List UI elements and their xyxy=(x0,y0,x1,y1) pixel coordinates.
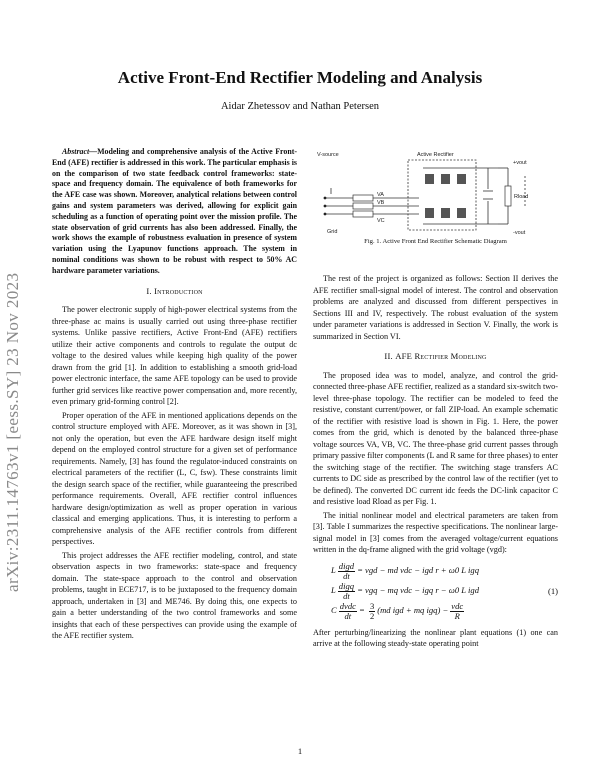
figure-caption: Fig. 1. Active Front End Rectifier Schematic Diagram xyxy=(364,238,507,245)
equation-row: L $\frac{\text{digq}}{dt}$ = vgq − mq vdc − igq r − ω0 L igd xyxy=(331,580,480,601)
modeling-paragraph: The proposed idea was to model, analyze, and control the grid-connected three-phase AFE rectifier, realized as a standard six-switch two-level three-phase topology. The rectifier can be modeled to feed the resistive, constant current/power, or fall ZIP-load. An example schematic of the rectifier with resistive load is shown in Fig. 1. Here, the power comes from the grid, which is denoted by the balanced three-phase voltage sources VA, VB, VC. The three-phase grid current passes through primary passive filter components (L and R same for three phases) to enter the switching stage of the rectifier. The switching stage transfers AC currents to DC side as prescribed by the control law of the rectifier (yet to be defined). The converted DC current idc feeds the DC-link capacitor C and resistive load Rload as per Fig. 1. xyxy=(313,370,558,506)
intro-paragraph: This project addresses the AFE rectifier modeling, control, and state observation aspects in two frameworks: state-space and frequency domain. The state-space approach to the control and observation problems, taught in ECE717, is to be juxtaposed to the frequency domain approach, undertaken in [3] and ME746. By doing this, one expects to gain a better understanding of the two control frameworks and some insights that each of these perspectives can provide using the example of the AFE rectifier system. xyxy=(52,550,297,641)
intro-paragraph: The power electronic supply of high-power electrical systems from the three-phase ac mains is usually carried out using three-phase rectifier systems. Unlike passive rectifiers, Active Front-End (AFE) rectifiers utilize their active components and controls to regulate the output dc voltage to the desired values while keeping high quality of the power drawn from the grid [1]. In addition to establishing a smooth grid-load power electronic interface, the same AFE topology can be used to provide further grid services like reactive power compensation and, more recently, even primary grid-forming control [2]. xyxy=(52,305,297,407)
equation-row: C $\frac{\text{dvdc}}{dt}$ = $\frac{3}{2}$ (md igd + mq igq) − $\frac{\text{vdc}}{R}$ xyxy=(331,600,464,621)
equation-number: (1) xyxy=(547,585,558,596)
equation-row: L $\frac{\text{digd}}{dt}$ = vgd − md vdc − igd r + ω0 L igq xyxy=(331,560,480,581)
page-number: 1 xyxy=(297,746,303,756)
section-heading-introduction: I. Introduction xyxy=(146,285,203,296)
label-vout-minus: -vout xyxy=(513,230,526,236)
organization-paragraph: The rest of the project is organized as follows: Section II derives the AFE rectifier small-signal model of interest. The control and observation problems are analyzed and discussed from different perspectives in Sections III and IV, respectively. The robust evaluation of the system under parameter variations is addressed in Section V. Finally, the work is summarized in Section VI. xyxy=(313,274,558,341)
equation-1 xyxy=(313,562,558,622)
label-active-rectifier: Active Rectifier xyxy=(417,152,454,158)
label-vout-plus: +vout xyxy=(513,160,527,166)
abstract xyxy=(52,147,297,277)
afe-boundary-box xyxy=(408,160,476,230)
section-heading-modeling: II. AFE Rectifier Modeling xyxy=(384,351,487,361)
paper-title: Active Front-End Rectifier Modeling and Analysis xyxy=(117,68,483,87)
label-vc: VC xyxy=(377,218,385,224)
label-va: VA xyxy=(377,192,384,198)
label-grid: Grid xyxy=(327,229,338,235)
label-vb: VB xyxy=(377,200,385,206)
modeling-paragraph: After perturbing/linearizing the nonlinear plant equations (1) one can arrive at the following steady-state operating point xyxy=(313,627,558,648)
label-vsource: V-source xyxy=(317,152,339,158)
modeling-paragraph: The initial nonlinear model and electrical parameters are taken from [3]. Table I summarizes the respective specifications. The nonlinear large-signal model in [3] comes from the averaged voltage/current equations written in the dq-frame aligned with the grid voltage (vgd): xyxy=(313,510,558,554)
intro-paragraph: Proper operation of the AFE in mentioned applications depends on the control structure employed with AFE. Moreover, as it was shown in [3], not only the operation, but even the AFE hardware design itself might depend on the employed control structure for a given set of performance requirements. Namely, [3] has found the regulator-induced constraints on electrical parameters of the rectifier (L, C, fsw). These constraints limit the design search space of the rectifier, while guaranteeing the prescribed performance requirements. Overall, AFE rectifier control influences hardware design/optimization as well as proper operation in various classical and emerging applications. Thus, it is interesting to perform a comprehensive analysis of the AFE rectifier controls from different perspectives. xyxy=(52,410,297,547)
arxiv-identifier: arXiv:2311.14763v1 [eess.SY] 23 Nov 2023 xyxy=(3,272,22,592)
afe-schematic-diagram xyxy=(313,146,558,246)
right-column xyxy=(313,273,558,650)
left-column xyxy=(52,147,297,642)
afe-schematic-figure xyxy=(313,146,558,246)
label-rload: Rload xyxy=(514,194,529,200)
abstract-text: Modeling and comprehensive analysis of the Active Front-End (AFE) rectifier is addressed in this work. The particular emphasis is on the comparison of two state feedback control frameworks: state-space and frequency domain. The equivalence of both frameworks for the AFE case was shown. Moreover, analytical relations between control gains and system parameters was derived, allowing for explicit gain scheduling as a function of operating point over the mission profile. The state observation of grid currents has also been addressed. Finally, the work shows the example of robustness evaluation in presence of system variation using the Lyapunov functions approach. The system in nominal conditions was shown to be robust with respect to 50% AC hardware parameter variations. xyxy=(52,147,297,275)
paper-authors: Aidar Zhetessov and Nathan Petersen xyxy=(220,101,380,112)
abstract-label: Abstract— xyxy=(62,147,98,156)
